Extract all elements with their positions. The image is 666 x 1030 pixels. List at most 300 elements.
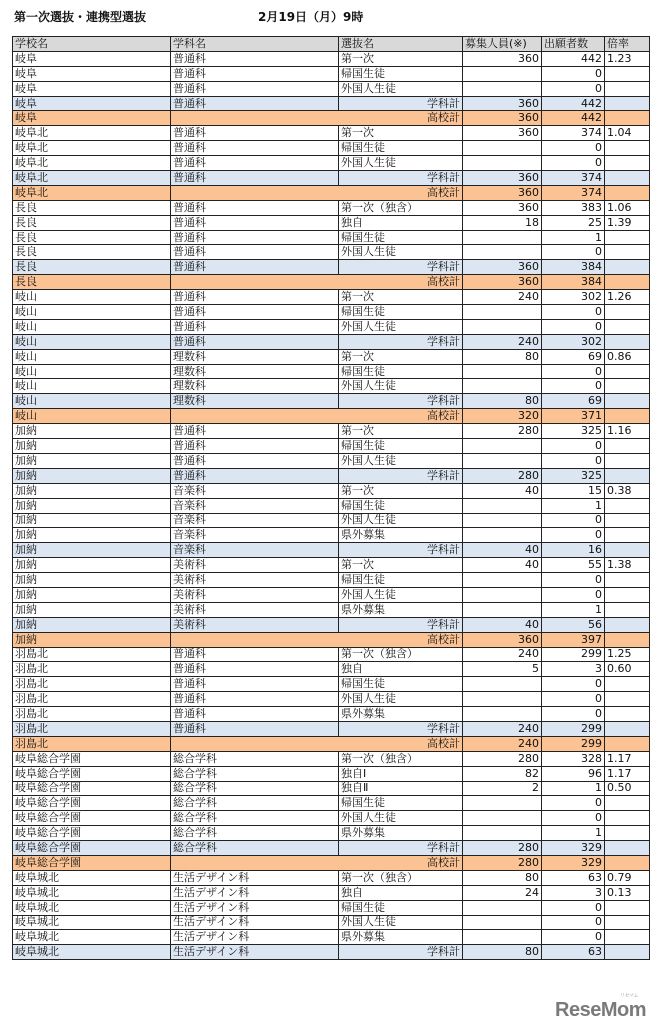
cell-selection: 学科計: [339, 260, 463, 275]
school-total-row: [13, 632, 650, 647]
cell-department: 普通科: [171, 200, 339, 215]
cell-selection: 外国人生徒: [339, 915, 463, 930]
school-total-row: [13, 409, 650, 424]
cell-applicants: 442: [542, 51, 605, 66]
table-row: [13, 885, 650, 900]
cell-department: 総合学科: [171, 751, 339, 766]
cell-school: 羽島北: [13, 677, 171, 692]
cell-ratio: 1.04: [605, 126, 650, 141]
cell-applicants: 0: [542, 439, 605, 454]
cell-ratio: [605, 796, 650, 811]
cell-department: 総合学科: [171, 826, 339, 841]
resemom-logo: [555, 993, 646, 1022]
cell-applicants: 25: [542, 215, 605, 230]
cell-ratio: [605, 602, 650, 617]
table-row: [13, 692, 650, 707]
cell-capacity: [463, 439, 542, 454]
table-row: [13, 439, 650, 454]
cell-applicants: 1: [542, 826, 605, 841]
cell-school: 加納: [13, 498, 171, 513]
cell-selection: 第一次: [339, 126, 463, 141]
col-header-capacity: 募集人員(※): [463, 37, 542, 52]
cell-applicants: 0: [542, 900, 605, 915]
cell-department: 総合学科: [171, 796, 339, 811]
subtotal-row: [13, 841, 650, 856]
cell-department: 普通科: [171, 245, 339, 260]
col-header-ratio: 倍率: [605, 37, 650, 52]
cell-school: 長良: [13, 260, 171, 275]
cell-ratio: 1.16: [605, 424, 650, 439]
cell-capacity: [463, 364, 542, 379]
cell-ratio: 0.13: [605, 885, 650, 900]
cell-department: 普通科: [171, 319, 339, 334]
cell-selection: 外国人生徒: [339, 811, 463, 826]
cell-capacity: 360: [463, 51, 542, 66]
cell-selection: 帰国生徒: [339, 573, 463, 588]
cell-ratio: 0.60: [605, 662, 650, 677]
cell-applicants: 63: [542, 870, 605, 885]
cell-department: 生活デザイン科: [171, 945, 339, 960]
cell-capacity: 240: [463, 736, 542, 751]
cell-selection: 第一次: [339, 558, 463, 573]
cell-school: 岐山: [13, 364, 171, 379]
cell-ratio: [605, 587, 650, 602]
cell-ratio: [605, 692, 650, 707]
cell-ratio: [605, 141, 650, 156]
cell-capacity: 240: [463, 721, 542, 736]
cell-selection: 高校計: [171, 855, 463, 870]
table-row: [13, 900, 650, 915]
cell-applicants: 1: [542, 602, 605, 617]
cell-school: 加納: [13, 453, 171, 468]
cell-applicants: 374: [542, 126, 605, 141]
cell-capacity: [463, 602, 542, 617]
cell-applicants: 442: [542, 111, 605, 126]
cell-school: 加納: [13, 617, 171, 632]
table-body: [13, 51, 650, 959]
cell-capacity: 40: [463, 617, 542, 632]
cell-department: 理数科: [171, 349, 339, 364]
cell-school: 加納: [13, 513, 171, 528]
cell-ratio: [605, 156, 650, 171]
table-row: [13, 677, 650, 692]
cell-applicants: 384: [542, 275, 605, 290]
cell-selection: 外国人生徒: [339, 587, 463, 602]
cell-selection: 高校計: [171, 111, 463, 126]
cell-applicants: 302: [542, 290, 605, 305]
cell-department: 普通科: [171, 647, 339, 662]
cell-selection: 帰国生徒: [339, 677, 463, 692]
cell-capacity: [463, 81, 542, 96]
cell-department: 総合学科: [171, 811, 339, 826]
cell-ratio: [605, 543, 650, 558]
cell-applicants: 302: [542, 334, 605, 349]
cell-ratio: [605, 811, 650, 826]
cell-department: 理数科: [171, 379, 339, 394]
table-header-row: [13, 37, 650, 52]
table-row: [13, 498, 650, 513]
cell-applicants: 0: [542, 707, 605, 722]
cell-selection: 帰国生徒: [339, 66, 463, 81]
cell-department: 普通科: [171, 692, 339, 707]
table-row: [13, 647, 650, 662]
cell-capacity: [463, 141, 542, 156]
cell-capacity: 2: [463, 781, 542, 796]
cell-school: 羽島北: [13, 721, 171, 736]
cell-selection: 独自: [339, 885, 463, 900]
cell-applicants: 371: [542, 409, 605, 424]
cell-selection: 帰国生徒: [339, 305, 463, 320]
cell-capacity: 360: [463, 96, 542, 111]
cell-ratio: [605, 707, 650, 722]
cell-capacity: 280: [463, 841, 542, 856]
cell-applicants: 16: [542, 543, 605, 558]
cell-capacity: [463, 930, 542, 945]
cell-department: 普通科: [171, 439, 339, 454]
cell-capacity: 320: [463, 409, 542, 424]
document-title: 第一次選抜・連携型選抜: [14, 10, 147, 24]
subtotal-row: [13, 334, 650, 349]
cell-capacity: [463, 453, 542, 468]
cell-selection: 外国人生徒: [339, 156, 463, 171]
cell-applicants: 0: [542, 319, 605, 334]
cell-capacity: [463, 677, 542, 692]
cell-school: 岐山: [13, 319, 171, 334]
cell-capacity: [463, 587, 542, 602]
cell-ratio: [605, 111, 650, 126]
cell-school: 岐阜: [13, 66, 171, 81]
cell-ratio: [605, 81, 650, 96]
cell-applicants: 55: [542, 558, 605, 573]
cell-department: 生活デザイン科: [171, 870, 339, 885]
table-row: [13, 915, 650, 930]
cell-school: 岐阜北: [13, 126, 171, 141]
cell-ratio: [605, 394, 650, 409]
table-row: [13, 126, 650, 141]
cell-selection: 第一次（独含）: [339, 647, 463, 662]
cell-school: 羽島北: [13, 736, 171, 751]
cell-selection: 独自: [339, 215, 463, 230]
cell-selection: 高校計: [171, 632, 463, 647]
cell-ratio: [605, 334, 650, 349]
cell-school: 岐阜北: [13, 156, 171, 171]
cell-selection: 第一次: [339, 483, 463, 498]
cell-department: 生活デザイン科: [171, 915, 339, 930]
table-row: [13, 290, 650, 305]
cell-ratio: [605, 855, 650, 870]
cell-selection: 高校計: [171, 275, 463, 290]
subtotal-row: [13, 260, 650, 275]
cell-department: 普通科: [171, 453, 339, 468]
cell-selection: 学科計: [339, 841, 463, 856]
cell-school: 加納: [13, 558, 171, 573]
cell-selection: 帰国生徒: [339, 796, 463, 811]
table-row: [13, 766, 650, 781]
logo-ruby: リセマム: [620, 993, 638, 999]
table-row: [13, 51, 650, 66]
cell-selection: 第一次（独含）: [339, 870, 463, 885]
cell-school: 加納: [13, 528, 171, 543]
cell-department: 普通科: [171, 290, 339, 305]
cell-school: 岐阜: [13, 81, 171, 96]
cell-department: 普通科: [171, 156, 339, 171]
school-total-row: [13, 185, 650, 200]
table-row: [13, 81, 650, 96]
cell-capacity: [463, 230, 542, 245]
cell-capacity: [463, 900, 542, 915]
cell-capacity: [463, 66, 542, 81]
cell-applicants: 0: [542, 587, 605, 602]
cell-capacity: 80: [463, 945, 542, 960]
cell-selection: 県外募集: [339, 528, 463, 543]
cell-school: 長良: [13, 230, 171, 245]
cell-selection: 高校計: [171, 185, 463, 200]
table-row: [13, 156, 650, 171]
cell-applicants: 3: [542, 662, 605, 677]
cell-ratio: 0.79: [605, 870, 650, 885]
cell-capacity: 24: [463, 885, 542, 900]
cell-department: 普通科: [171, 334, 339, 349]
cell-capacity: 360: [463, 185, 542, 200]
cell-capacity: 40: [463, 483, 542, 498]
cell-applicants: 0: [542, 915, 605, 930]
cell-capacity: [463, 498, 542, 513]
cell-capacity: 360: [463, 632, 542, 647]
cell-capacity: [463, 811, 542, 826]
cell-school: 岐阜北: [13, 185, 171, 200]
cell-department: 美術科: [171, 602, 339, 617]
cell-ratio: [605, 230, 650, 245]
cell-school: 岐山: [13, 305, 171, 320]
cell-ratio: 1.38: [605, 558, 650, 573]
cell-selection: 県外募集: [339, 930, 463, 945]
table-row: [13, 826, 650, 841]
cell-school: 岐山: [13, 290, 171, 305]
cell-capacity: [463, 156, 542, 171]
cell-department: 生活デザイン科: [171, 885, 339, 900]
cell-selection: 第一次: [339, 51, 463, 66]
cell-applicants: 0: [542, 66, 605, 81]
cell-capacity: [463, 915, 542, 930]
cell-school: 岐山: [13, 409, 171, 424]
cell-school: 加納: [13, 483, 171, 498]
cell-applicants: 299: [542, 736, 605, 751]
cell-department: 普通科: [171, 66, 339, 81]
cell-applicants: 63: [542, 945, 605, 960]
cell-applicants: 328: [542, 751, 605, 766]
applicant-table: [12, 36, 650, 960]
cell-applicants: 384: [542, 260, 605, 275]
cell-school: 長良: [13, 275, 171, 290]
cell-department: 普通科: [171, 424, 339, 439]
cell-department: 生活デザイン科: [171, 930, 339, 945]
cell-school: 長良: [13, 200, 171, 215]
cell-applicants: 0: [542, 677, 605, 692]
cell-selection: 帰国生徒: [339, 141, 463, 156]
cell-department: 生活デザイン科: [171, 900, 339, 915]
cell-ratio: 1.25: [605, 647, 650, 662]
table-row: [13, 587, 650, 602]
cell-capacity: 18: [463, 215, 542, 230]
cell-applicants: 442: [542, 96, 605, 111]
cell-department: 音楽科: [171, 528, 339, 543]
cell-applicants: 0: [542, 81, 605, 96]
cell-capacity: [463, 245, 542, 260]
cell-school: 羽島北: [13, 692, 171, 707]
cell-department: 美術科: [171, 617, 339, 632]
cell-applicants: 0: [542, 528, 605, 543]
cell-school: 羽島北: [13, 647, 171, 662]
cell-capacity: [463, 305, 542, 320]
cell-selection: 学科計: [339, 468, 463, 483]
cell-selection: 県外募集: [339, 826, 463, 841]
cell-capacity: 360: [463, 260, 542, 275]
cell-applicants: 1: [542, 498, 605, 513]
cell-school: 岐阜総合学園: [13, 811, 171, 826]
cell-school: 長良: [13, 245, 171, 260]
cell-school: 加納: [13, 468, 171, 483]
cell-capacity: [463, 528, 542, 543]
cell-capacity: [463, 513, 542, 528]
table-row: [13, 230, 650, 245]
school-total-row: [13, 111, 650, 126]
cell-applicants: 69: [542, 394, 605, 409]
school-total-row: [13, 736, 650, 751]
cell-department: 普通科: [171, 662, 339, 677]
cell-selection: 高校計: [171, 409, 463, 424]
cell-school: 岐山: [13, 394, 171, 409]
cell-ratio: 1.17: [605, 766, 650, 781]
cell-school: 岐阜総合学園: [13, 855, 171, 870]
cell-selection: 帰国生徒: [339, 230, 463, 245]
cell-selection: 学科計: [339, 543, 463, 558]
table-row: [13, 453, 650, 468]
cell-department: 普通科: [171, 96, 339, 111]
cell-capacity: 360: [463, 275, 542, 290]
logo-text: ReseMom: [555, 999, 646, 1021]
cell-selection: 第一次（独含）: [339, 751, 463, 766]
cell-ratio: [605, 468, 650, 483]
table-row: [13, 364, 650, 379]
cell-school: 岐阜: [13, 51, 171, 66]
cell-school: 羽島北: [13, 707, 171, 722]
subtotal-row: [13, 721, 650, 736]
cell-selection: 外国人生徒: [339, 81, 463, 96]
cell-capacity: 80: [463, 349, 542, 364]
cell-capacity: [463, 796, 542, 811]
subtotal-row: [13, 96, 650, 111]
subtotal-row: [13, 171, 650, 186]
cell-selection: 学科計: [339, 721, 463, 736]
cell-applicants: 56: [542, 617, 605, 632]
cell-capacity: [463, 573, 542, 588]
cell-department: 美術科: [171, 573, 339, 588]
cell-ratio: [605, 826, 650, 841]
cell-selection: 外国人生徒: [339, 692, 463, 707]
cell-applicants: 299: [542, 721, 605, 736]
cell-ratio: [605, 841, 650, 856]
cell-capacity: 240: [463, 290, 542, 305]
cell-selection: 帰国生徒: [339, 439, 463, 454]
cell-ratio: [605, 513, 650, 528]
subtotal-row: [13, 468, 650, 483]
table-row: [13, 66, 650, 81]
cell-department: 普通科: [171, 81, 339, 96]
cell-ratio: [605, 617, 650, 632]
cell-ratio: 1.23: [605, 51, 650, 66]
cell-selection: 学科計: [339, 945, 463, 960]
cell-selection: 独自: [339, 662, 463, 677]
table-row: [13, 305, 650, 320]
cell-ratio: [605, 319, 650, 334]
cell-school: 加納: [13, 573, 171, 588]
cell-department: 普通科: [171, 141, 339, 156]
cell-applicants: 374: [542, 171, 605, 186]
cell-school: 岐阜城北: [13, 900, 171, 915]
subtotal-row: [13, 945, 650, 960]
table-row: [13, 781, 650, 796]
cell-selection: 外国人生徒: [339, 319, 463, 334]
school-total-row: [13, 275, 650, 290]
cell-department: 普通科: [171, 260, 339, 275]
cell-department: 音楽科: [171, 543, 339, 558]
cell-applicants: 0: [542, 692, 605, 707]
cell-school: 岐阜城北: [13, 945, 171, 960]
cell-selection: 学科計: [339, 394, 463, 409]
cell-selection: 外国人生徒: [339, 513, 463, 528]
cell-department: 総合学科: [171, 841, 339, 856]
table-row: [13, 424, 650, 439]
cell-department: 理数科: [171, 364, 339, 379]
cell-selection: 県外募集: [339, 707, 463, 722]
cell-selection: 高校計: [171, 736, 463, 751]
cell-ratio: [605, 736, 650, 751]
cell-school: 岐阜: [13, 96, 171, 111]
table-row: [13, 811, 650, 826]
cell-ratio: 0.38: [605, 483, 650, 498]
cell-ratio: [605, 498, 650, 513]
cell-ratio: [605, 275, 650, 290]
cell-selection: 第一次: [339, 349, 463, 364]
cell-ratio: [605, 900, 650, 915]
col-header-department: 学科名: [171, 37, 339, 52]
cell-school: 岐阜総合学園: [13, 751, 171, 766]
cell-selection: 県外募集: [339, 602, 463, 617]
cell-school: 岐山: [13, 349, 171, 364]
cell-school: 岐阜城北: [13, 930, 171, 945]
table-row: [13, 796, 650, 811]
cell-school: 加納: [13, 632, 171, 647]
cell-selection: 学科計: [339, 96, 463, 111]
cell-department: 総合学科: [171, 766, 339, 781]
cell-applicants: 325: [542, 468, 605, 483]
cell-selection: 学科計: [339, 334, 463, 349]
table-row: [13, 870, 650, 885]
cell-applicants: 15: [542, 483, 605, 498]
cell-capacity: 360: [463, 200, 542, 215]
cell-ratio: [605, 409, 650, 424]
col-header-selection: 選抜名: [339, 37, 463, 52]
cell-department: 普通科: [171, 305, 339, 320]
cell-ratio: 1.26: [605, 290, 650, 305]
cell-department: 音楽科: [171, 513, 339, 528]
cell-capacity: 80: [463, 870, 542, 885]
table-row: [13, 319, 650, 334]
cell-applicants: 0: [542, 364, 605, 379]
table-row: [13, 483, 650, 498]
cell-capacity: 40: [463, 558, 542, 573]
table-row: [13, 379, 650, 394]
